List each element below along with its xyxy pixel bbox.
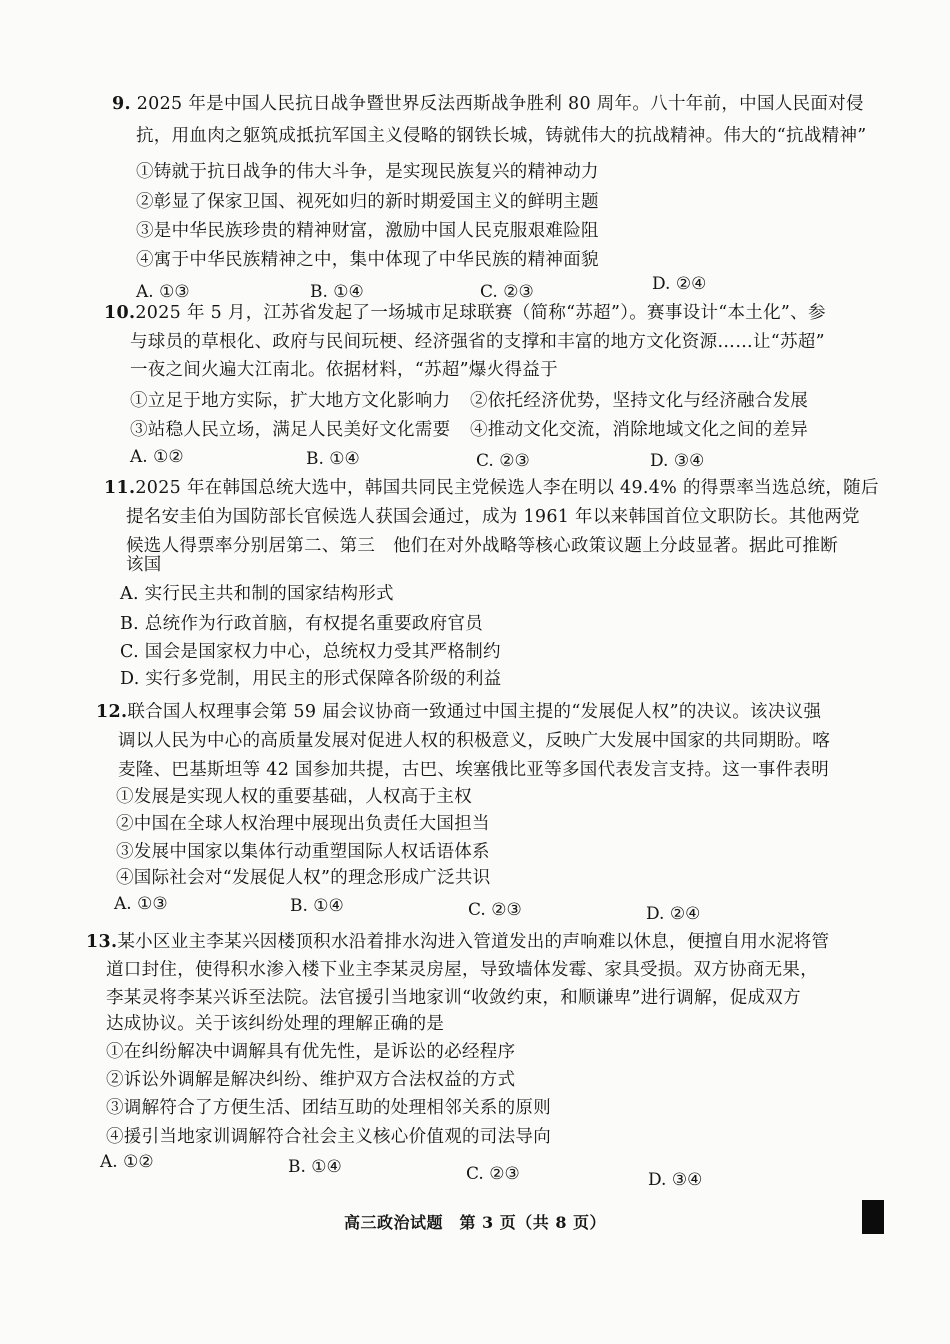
question-11-line-1: [104, 476, 879, 500]
question-9-line-1: [112, 92, 864, 116]
question-stem: 2025 年 5 月，江苏省发起了一场城市足球联赛（简称“苏超”）。赛事设计“本土化”、参: [135, 303, 826, 323]
question-10-statement-2: ②依托经济优势，坚持文化与经济融合发展: [470, 391, 809, 411]
question-12-statement-3: ③发展中国家以集体行动重塑国际人权话语体系: [116, 842, 490, 862]
question-12-line-3: 麦隆、巴基斯坦等 42 国参加共提，古巴、埃塞俄比亚等多国代表发言支持。这一事件表明: [118, 760, 829, 780]
question-11-line-4: 该国: [126, 555, 162, 575]
question-12-line-1: [96, 700, 821, 724]
question-13-statement-4: ④援引当地家训调解符合社会主义核心价值观的司法导向: [106, 1127, 551, 1147]
question-stem: 2025 年是中国人民抗日战争暨世界反法西斯战争胜利 80 周年。八十年前，中国人民面对侵: [136, 94, 864, 114]
question-stem: 联合国人权理事会第 59 届会议协商一致通过中国主提的“发展促人权”的决议。该决议强: [127, 702, 822, 722]
scan-marker: [862, 1200, 884, 1234]
question-9-option-c: C. ②③: [480, 282, 534, 302]
question-10-option-b: B. ①④: [306, 449, 360, 469]
question-12-option-b: B. ①④: [290, 896, 344, 916]
question-13-line-2: 道口封住，使得积水渗入楼下业主李某灵房屋，导致墙体发霉、家具受损。双方协商无果，: [106, 960, 818, 980]
question-stem: 2025 年在韩国总统大选中，韩国共同民主党候选人李在明以 49.4% 的得票率当选总统，随后: [135, 478, 879, 498]
question-13-statement-2: ②诉讼外调解是解决纠纷、维护双方合法权益的方式: [106, 1070, 516, 1090]
question-11-line-3: 候选人得票率分别居第二、第三 他们在对外战略等核心政策议题上分歧显著。据此可推断: [126, 536, 838, 556]
question-10-statement-3: ③站稳人民立场，满足人民美好文化需要: [130, 420, 451, 440]
question-12-statement-2: ②中国在全球人权治理中展现出负责任大国担当: [116, 814, 490, 834]
question-13-line-1: [86, 930, 829, 954]
question-number: 12.: [96, 702, 128, 722]
question-13-option-a: A. ①②: [100, 1152, 154, 1172]
question-10-line-3: 一夜之间火遍大江南北。依据材料，“苏超”爆火得益于: [130, 360, 558, 380]
question-9-option-d: D. ②④: [652, 274, 707, 294]
question-12-line-2: 调以人民为中心的高质量发展对促进人权的积极意义，反映广大发展中国家的共同期盼。喀: [118, 731, 830, 751]
question-9-line-2: 抗，用血肉之躯筑成抵抗军国主义侵略的钢铁长城，铸就伟大的抗战精神。伟大的“抗战精神”: [136, 126, 867, 146]
question-9-statement-1: ①铸就于抗日战争的伟大斗争，是实现民族复兴的精神动力: [136, 162, 599, 182]
question-13-line-3: 李某灵将李某兴诉至法院。法官援引当地家训“收敛约束，和顺谦卑”进行调解，促成双方: [106, 988, 801, 1008]
question-10-line-2: 与球员的草根化、政府与民间玩梗、经济强省的支撑和丰富的地方文化资源……让“苏超”: [130, 332, 825, 352]
question-12-statement-1: ①发展是实现人权的重要基础，人权高于主权: [116, 787, 472, 807]
question-12-option-a: A. ①③: [114, 894, 168, 914]
question-13-statement-1: ①在纠纷解决中调解具有优先性，是诉讼的必经程序: [106, 1042, 516, 1062]
question-13-option-d: D. ③④: [648, 1170, 703, 1190]
question-9-statement-2: ②彰显了保家卫国、视死如归的新时期爱国主义的鲜明主题: [136, 192, 599, 212]
question-12-option-d: D. ②④: [646, 904, 701, 924]
question-11-option-d: D. 实行多党制，用民主的形式保障各阶级的利益: [120, 669, 502, 689]
question-stem: 某小区业主李某兴因楼顶积水沿着排水沟进入管道发出的声响难以休息，便擅自用水泥将管: [117, 932, 830, 952]
question-13-option-c: C. ②③: [466, 1164, 520, 1184]
question-number: 9.: [112, 94, 131, 114]
question-11-option-a: A. 实行民主共和制的国家结构形式: [120, 584, 394, 604]
question-10-statement-4: ④推动文化交流，消除地域文化之间的差异: [470, 420, 809, 440]
question-13-statement-3: ③调解符合了方便生活、团结互助的处理相邻关系的原则: [106, 1098, 551, 1118]
question-13-option-b: B. ①④: [288, 1157, 342, 1177]
question-number: 13.: [86, 932, 118, 952]
question-12-statement-4: ④国际社会对“发展促人权”的理念形成广泛共识: [116, 868, 491, 888]
question-9-statement-3: ③是中华民族珍贵的精神财富，激励中国人民克服艰难险阻: [136, 221, 599, 241]
page-footer: 高三政治试题 第 3 页（共 8 页）: [343, 1213, 607, 1232]
question-number: 10.: [104, 303, 136, 323]
question-11-option-c: C. 国会是国家权力中心，总统权力受其严格制约: [120, 642, 501, 662]
question-10-option-a: A. ①②: [130, 447, 184, 467]
question-13-line-4: 达成协议。关于该纠纷处理的理解正确的是: [106, 1014, 445, 1034]
question-10-line-1: [104, 301, 826, 325]
question-10-statement-1: ①立足于地方实际，扩大地方文化影响力: [130, 391, 451, 411]
question-11-line-2: 提名安圭伯为国防部长官候选人获国会通过，成为 1961 年以来韩国首位文职防长。其他两党: [126, 507, 860, 527]
question-10-option-c: C. ②③: [476, 451, 530, 471]
question-number: 11.: [104, 478, 136, 498]
question-9-statement-4: ④寓于中华民族精神之中，集中体现了中华民族的精神面貌: [136, 250, 599, 270]
question-9-option-b: B. ①④: [310, 282, 364, 302]
question-12-option-c: C. ②③: [468, 900, 522, 920]
question-10-option-d: D. ③④: [650, 451, 705, 471]
question-9-option-a: A. ①③: [136, 282, 190, 302]
question-11-option-b: B. 总统作为行政首脑，有权提名重要政府官员: [120, 614, 484, 634]
